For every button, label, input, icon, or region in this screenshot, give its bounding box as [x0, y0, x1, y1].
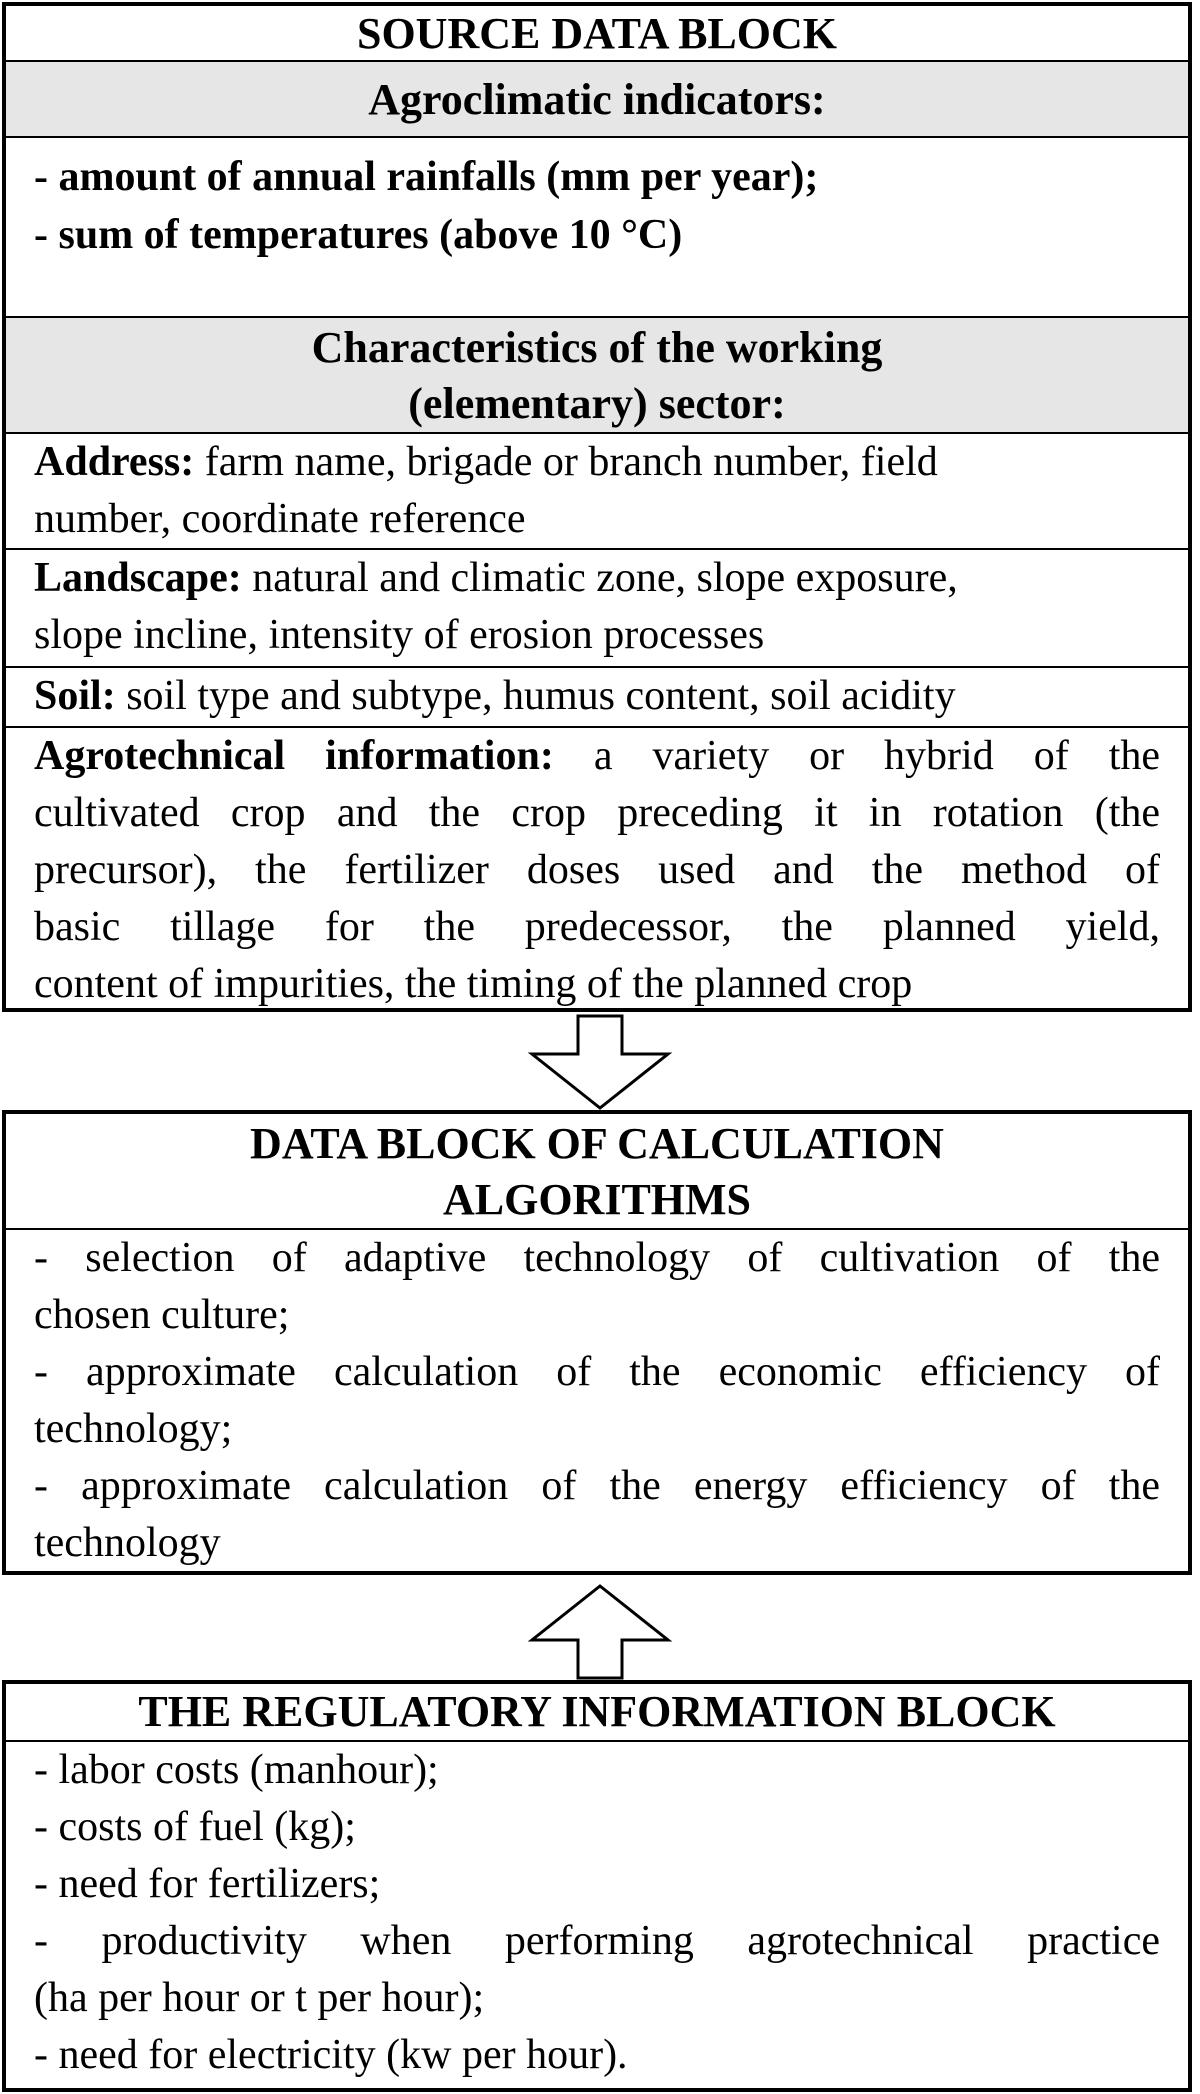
address-row: [6, 434, 1188, 550]
calc-line: - approximate calculation of the economic efficiency of: [34, 1349, 1160, 1395]
calc-block-title: [6, 1114, 1188, 1230]
sector-heading: [6, 318, 1188, 434]
agrotechnical-text-line: content of impurities, the timing of the planned crop: [34, 961, 913, 1007]
landscape-text-line2: slope incline, intensity of erosion processes: [34, 612, 765, 658]
source-block-title: SOURCE DATA BLOCK: [6, 6, 1188, 62]
source-data-block: [2, 2, 1192, 1012]
reg-line: - costs of fuel (kg);: [34, 1804, 356, 1850]
address-text-line2: number, coordinate reference: [34, 496, 526, 542]
agroclimatic-item: - sum of temperatures (above 10 °C): [34, 212, 683, 258]
landscape-label: Landscape:: [34, 555, 242, 601]
arrow-up-icon: [528, 1584, 672, 1680]
agrotechnical-text-line: cultivated crop and the crop preceding it in rotation (the: [34, 790, 1160, 836]
reg-line: (ha per hour or t per hour);: [34, 1975, 485, 2021]
reg-line: - need for electricity (kw per hour).: [34, 2032, 628, 2078]
calc-title-line: ALGORITHMS: [442, 1175, 752, 1224]
regulatory-information-block: [2, 1680, 1192, 2092]
address-label: Address:: [34, 439, 195, 485]
sector-heading-line: (elementary) sector:: [408, 379, 786, 428]
soil-text: soil type and subtype, humus content, soil acidity: [115, 673, 956, 719]
calc-line: technology: [34, 1520, 221, 1566]
reg-line: - labor costs (manhour);: [34, 1747, 439, 1793]
agroclimatic-list: [6, 138, 1188, 318]
agroclimatic-heading: Agroclimatic indicators:: [6, 62, 1188, 138]
calc-block-list: [6, 1230, 1188, 1570]
agrotechnical-row: [6, 728, 1188, 1008]
calc-line: - approximate calculation of the energy efficiency of the: [34, 1463, 1160, 1509]
landscape-row: [6, 550, 1188, 668]
landscape-text: natural and climatic zone, slope exposure,: [241, 555, 958, 601]
address-text: farm name, brigade or branch number, field: [194, 439, 938, 485]
reg-line: - need for fertilizers;: [34, 1861, 381, 1907]
calculation-algorithms-block: [2, 1110, 1192, 1575]
reg-block-list: [6, 1742, 1188, 2088]
arrow-down-icon: [528, 1014, 672, 1110]
calc-line: chosen culture;: [34, 1292, 290, 1338]
soil-label: Soil:: [34, 673, 116, 719]
sector-heading-line: Characteristics of the working: [311, 323, 883, 372]
reg-line: - productivity when performing agrotechnical practice: [34, 1918, 1160, 1964]
agrotechnical-text: a variety or hybrid of the: [553, 733, 1161, 779]
soil-row: [6, 668, 1188, 728]
calc-line: technology;: [34, 1406, 233, 1452]
agroclimatic-item: - amount of annual rainfalls (mm per year);: [34, 154, 819, 200]
agrotechnical-text-line: basic tillage for the predecessor, the planned yield,: [34, 904, 1160, 950]
agrotechnical-label: Agrotechnical information:: [34, 733, 554, 779]
agrotechnical-text-line: precursor), the fertilizer doses used and the method of: [34, 847, 1160, 893]
calc-line: - selection of adaptive technology of cultivation of the: [34, 1235, 1160, 1281]
calc-title-line: DATA BLOCK OF CALCULATION: [250, 1119, 944, 1168]
reg-block-title: THE REGULATORY INFORMATION BLOCK: [6, 1684, 1188, 1742]
